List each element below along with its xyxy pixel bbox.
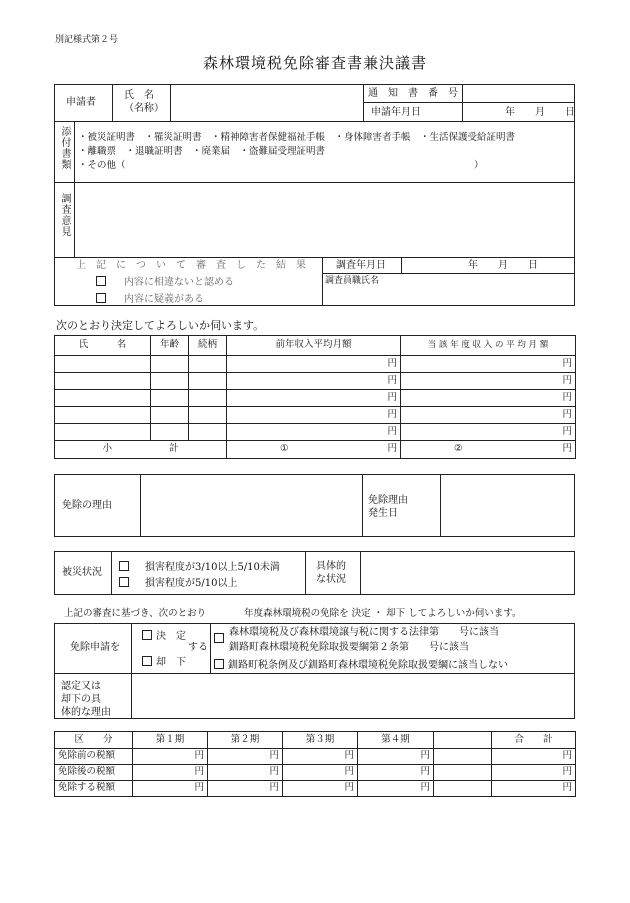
tax-header-category: 区 分 <box>55 732 133 749</box>
notice-number-field[interactable] <box>464 86 573 101</box>
tax-table <box>54 731 576 797</box>
table-row: 免除する税額 円 円 円 円 円 <box>55 781 576 797</box>
tax-row-label: 免除後の税額 <box>55 765 133 781</box>
income-header-relation: 続柄 <box>189 336 227 356</box>
reason-field[interactable] <box>142 476 360 535</box>
result-option-2[interactable]: 内容に疑義がある <box>96 293 204 305</box>
page-title: 森林環境税免除審査書兼決議書 <box>202 54 427 72</box>
decision-text: 次のとおり決定してよろしいか伺います。 <box>56 319 265 332</box>
tax-header-p4: 第４期 <box>358 732 434 749</box>
investigation-field[interactable] <box>76 184 573 255</box>
checkbox-icon <box>214 633 224 643</box>
checkbox-icon <box>214 659 224 669</box>
checkbox-icon <box>96 276 106 286</box>
application-label: 免除申請を <box>70 642 120 653</box>
law-line-1: 森林環境税及び森林環境譲与税に関する法律第 号に該当 <box>229 627 499 638</box>
attachments-label: 添付書類 <box>59 126 70 170</box>
applicant-label: 申請者 <box>66 97 96 108</box>
damage-option-1[interactable]: 損害程度が3/10以上5/10未満 <box>119 561 280 573</box>
specific-reason-field[interactable] <box>133 675 573 717</box>
checkbox-icon <box>142 656 152 666</box>
attachments-line3: ・その他（ <box>78 160 126 171</box>
tax-row-label: 免除前の税額 <box>55 749 133 765</box>
decide-option[interactable]: 決 定 <box>142 630 186 642</box>
checkbox-icon <box>142 630 152 640</box>
reason-date-label: 免除理由 発生日 <box>368 495 408 519</box>
tax-header-total: 合 計 <box>492 732 576 749</box>
reject-option[interactable]: 却 下 <box>142 656 186 668</box>
table-row: 円 円 <box>55 390 576 407</box>
result-title: 上 記 に つ い て 審 査 し た 結 果 <box>76 260 306 271</box>
law-option-3[interactable]: 釧路町税条例及び釧路町森林環境税免除取扱要綱に該当しない <box>214 659 508 671</box>
apply-date-label: 申請年月日 <box>371 107 421 118</box>
law-line-2: 釧路町森林環境税免除取扱要綱第２条第 号に該当 <box>229 642 469 653</box>
subtotal-row: 小 計 ① 円 ② 円 <box>55 441 576 459</box>
income-header-name: 氏 名 <box>55 336 151 356</box>
tax-header-p3: 第３期 <box>283 732 358 749</box>
law-option-group[interactable] <box>214 633 228 645</box>
damage-label: 被災状況 <box>62 567 102 578</box>
applicant-name-field[interactable] <box>172 86 361 119</box>
tax-header-p1: 第１期 <box>133 732 208 749</box>
subtotal-label: 小 計 <box>55 441 227 459</box>
income-header-age: 年齢 <box>151 336 189 356</box>
mark-2: ② <box>454 443 463 455</box>
reason-label: 免除の理由 <box>62 500 112 511</box>
attachments-line1: ・被災証明書 ・罹災証明書 ・精神障害者保健福祉手帳 ・身体障害者手帳 ・生活保護受給証明書 <box>78 132 516 143</box>
investigation-label: 調査意見 <box>59 193 70 237</box>
apply-date-value[interactable]: 年 月 日 <box>505 107 575 118</box>
table-row: 免除前の税額 円 円 円 円 円 <box>55 749 576 765</box>
survey-date-label: 調査年月日 <box>336 260 386 271</box>
tax-header-blank <box>434 732 492 749</box>
checkbox-icon <box>119 577 129 587</box>
inspector-label: 調査員職氏名 <box>325 276 380 286</box>
income-header-curr: 当 該 年 度 収 入 の 平 均 月 額 <box>401 336 576 356</box>
mark-1: ① <box>280 443 289 455</box>
specific-reason-label: 認定又は 却下の具 体的な理由 <box>61 681 111 718</box>
suru-label: する <box>188 642 208 653</box>
survey-date-value[interactable]: 年 月 日 <box>468 260 538 271</box>
checkbox-icon <box>119 561 129 571</box>
result-option-1[interactable]: 内容に相違ないと認める <box>96 276 234 288</box>
attachments-line3-end: ） <box>474 160 484 171</box>
name-label: 氏 名 <box>124 90 154 101</box>
table-row: 円 円 <box>55 356 576 373</box>
reason-date-field[interactable] <box>442 476 573 535</box>
name-sub-label: （名称） <box>124 103 164 114</box>
income-header-prev: 前年収入平均月額 <box>227 336 401 356</box>
notice-number-label: 通 知 書 番 号 <box>368 88 458 99</box>
damage-option-2[interactable]: 損害程度が5/10以上 <box>119 577 237 589</box>
table-row: 円 円 <box>55 373 576 390</box>
damage-specific-label: 具体的 な状況 <box>316 561 346 585</box>
form-id: 別記様式第２号 <box>55 35 119 45</box>
checkbox-icon <box>96 293 106 303</box>
attachments-line2: ・離職票 ・退職証明書 ・廃業届 ・盗難届受理証明書 <box>78 146 326 157</box>
table-row: 円 円 <box>55 424 576 441</box>
tax-row-label: 免除する税額 <box>55 781 133 797</box>
tax-header-p2: 第２期 <box>208 732 283 749</box>
damage-specific-field[interactable] <box>362 553 573 593</box>
table-row: 免除後の税額 円 円 円 円 円 <box>55 765 576 781</box>
income-table <box>54 335 576 459</box>
review-text: 上記の審査に基づき、次のとおり 年度森林環境税の免除を 決定 ・ 却下 してよろしいか伺います。 <box>64 608 522 619</box>
table-row: 円 円 <box>55 407 576 424</box>
